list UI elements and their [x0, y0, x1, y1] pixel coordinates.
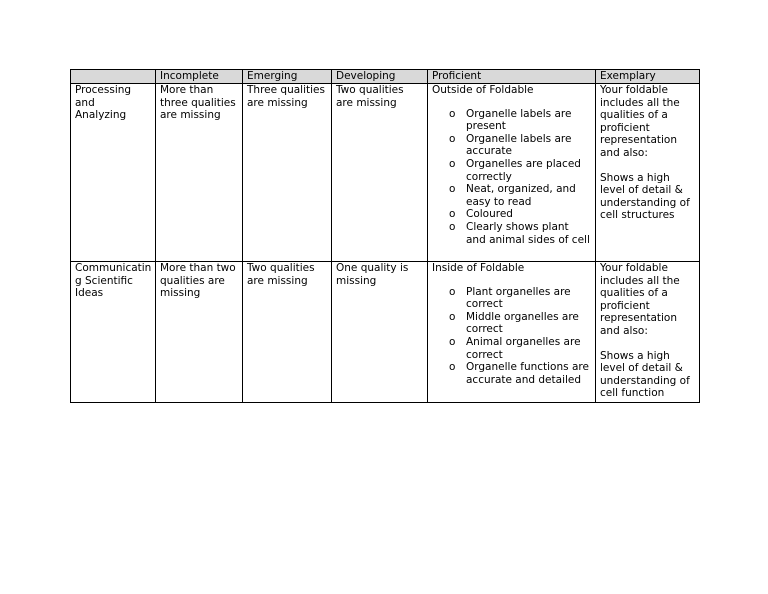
bullet-icon: o [449, 208, 456, 221]
header-emerging: Emerging [243, 70, 332, 84]
rubric-table [70, 69, 700, 403]
list-item: o Organelle labels are accurate [449, 132, 572, 158]
proficient-cell [428, 262, 596, 403]
bullet-icon: o [449, 220, 456, 233]
list-item: o Plant organelles are correct [449, 285, 571, 311]
proficient-heading: Outside of Foldable [432, 84, 534, 96]
bullet-icon: o [449, 335, 456, 348]
developing-cell: One quality is missing [332, 262, 428, 403]
developing-cell: Two qualities are missing [332, 84, 428, 262]
exemplary-intro: Your foldable includes all the qualities of a proficient representation and also: [600, 84, 680, 159]
bullet-icon: o [449, 132, 456, 145]
list-item: o Organelle labels are present [449, 107, 572, 133]
bullet-icon: o [449, 107, 456, 120]
bullet-icon: o [449, 157, 456, 170]
proficient-list [432, 286, 591, 387]
proficient-heading: Inside of Foldable [432, 262, 525, 274]
header-incomplete: Incomplete [156, 70, 243, 84]
header-row [71, 70, 700, 84]
criterion-cell: Processing and Analyzing [71, 84, 156, 262]
header-developing: Developing [332, 70, 428, 84]
exemplary-cell [596, 262, 700, 403]
incomplete-cell: More than two qualities are missing [156, 262, 243, 403]
proficient-cell [428, 84, 596, 262]
bullet-icon: o [449, 285, 456, 298]
criterion-cell: Communicating Scientific Ideas [71, 262, 156, 403]
list-item: o Clearly shows plant and animal sides of cell [449, 220, 590, 246]
header-proficient: Proficient [428, 70, 596, 84]
exemplary-intro: Your foldable includes all the qualities of a proficient representation and also: [600, 262, 680, 337]
header-criterion [71, 70, 156, 84]
incomplete-cell: More than three qualities are missing [156, 84, 243, 262]
list-item: o Animal organelles are correct [449, 335, 581, 361]
bullet-icon: o [449, 183, 456, 196]
exemplary-cell [596, 84, 700, 262]
list-item: o Middle organelles are correct [449, 310, 579, 336]
exemplary-detail: Shows a high level of detail & understanding of cell function [600, 349, 690, 400]
list-item: o Organelles are placed correctly [449, 157, 581, 183]
exemplary-detail: Shows a high level of detail & understanding of cell structures [600, 171, 690, 222]
bullet-icon: o [449, 361, 456, 374]
list-item: o Neat, organized, and easy to read [449, 183, 576, 208]
table-row [71, 84, 700, 262]
emerging-cell: Two qualities are missing [243, 262, 332, 403]
list-item: o Coloured [449, 208, 513, 221]
emerging-cell: Three qualities are missing [243, 84, 332, 262]
bullet-icon: o [449, 310, 456, 323]
table-row [71, 262, 700, 403]
list-item: o Organelle functions are accurate and detailed [449, 361, 589, 386]
header-exemplary: Exemplary [596, 70, 700, 84]
proficient-list [432, 108, 591, 247]
